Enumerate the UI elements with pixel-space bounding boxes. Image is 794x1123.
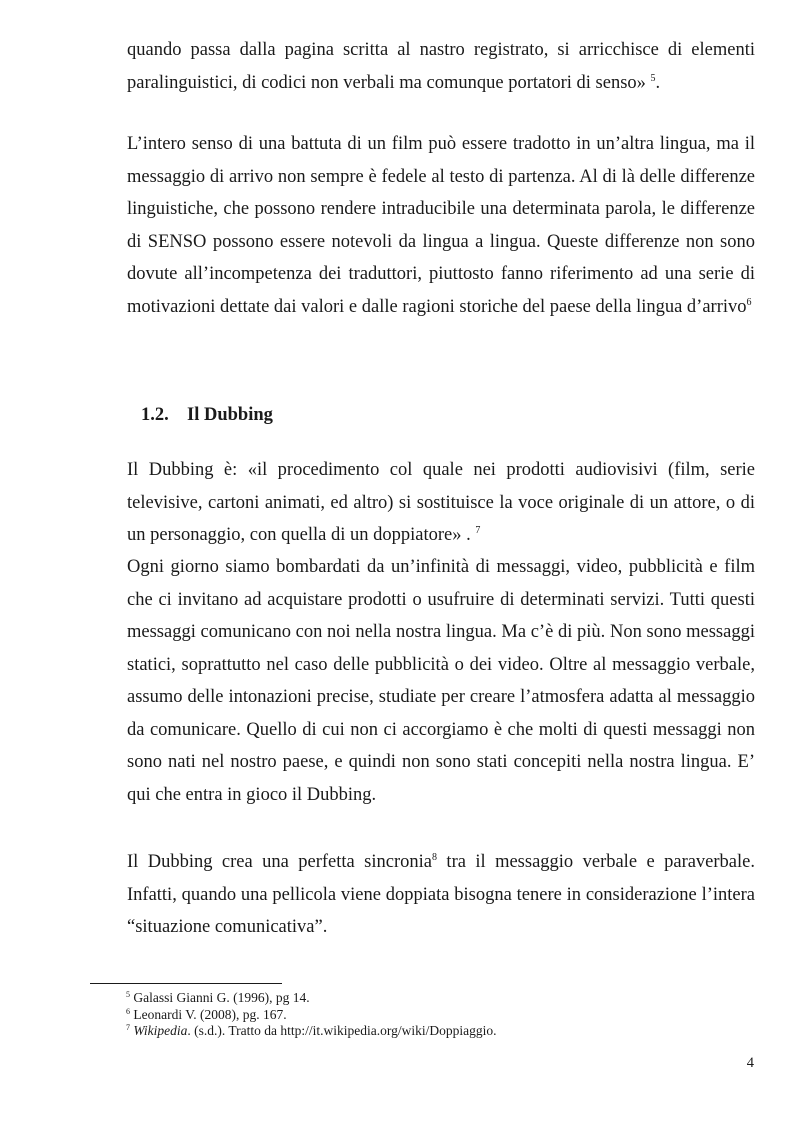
footnotes xyxy=(126,990,746,1040)
footnote-ref-8: 8 xyxy=(432,852,437,863)
section-number: 1.2. xyxy=(141,405,169,425)
footnote-6 xyxy=(126,1007,746,1024)
section-title: Il Dubbing xyxy=(187,405,273,425)
paragraph-text: L’intero senso di una battuta di un film può essere tradotto in un’altra lingua, ma il messaggio di arrivo non sempre è fedele al testo di partenza. Al di là delle differenze linguistiche, che possono rendere intraducibile una determinata parola, le differenze di SENSO possono essere notevoli da lingua a lingua. Queste differenze non sono dovute all’incompetenza dei traduttori, piuttosto fanno riferimento ad una serie di motivazioni dettate dai valori e dalle ragioni storiche del paese della lingua d’arrivo xyxy=(127,134,755,317)
paragraph-quote-end xyxy=(127,34,755,99)
footnote-source-title: Wikipedia xyxy=(133,1023,188,1038)
paragraph-sync xyxy=(127,846,755,944)
section-heading xyxy=(141,401,273,429)
paragraph-text: quando passa dalla pagina scritta al nastro registrato, si arricchisce di elementi paralinguistici, di codici non verbali ma comunque portatori di senso» xyxy=(127,40,755,93)
paragraph-text: Il Dubbing è: «il procedimento col quale nei prodotti audiovisivi (film, serie televisive, cartoni animati, ed altro) si sostituisce la voce originale di un attore, o di un personaggio, con quella di un doppiatore» . xyxy=(127,460,755,545)
footnote-text: Galassi Gianni G. (1996), pg 14. xyxy=(130,990,310,1005)
footnote-mark: 5 xyxy=(126,990,130,999)
paragraph-tail: . xyxy=(655,72,661,93)
paragraph-text: Ogni giorno siamo bombardati da un’infinità di messaggi, video, pubblicità e film che ci invitano ad acquistare prodotti o usufruire di determinati servizi. Tutti questi messaggi comunicano con noi nella nostra lingua. Ma c’è di più. Non sono messaggi statici, soprattutto nel caso delle pubblicità o dei video. Oltre al messaggio verbale, assumo delle intonazioni precise, studiate per creare l’atmosfera adatta al messaggio da comunicare. Quello di cui non ci accorgiamo è che molti di questi messaggi non sono nati nel nostro paese, e quindi non sono stati concepiti nella nostra lingua. E’ qui che entra in gioco il Dubbing. xyxy=(127,557,755,805)
paragraph-text-cont: tra il messaggio verbale e paraverbale. Infatti, quando una pellicola viene doppiata bisogna tenere in considerazione l’intera “situazione comunicativa”. xyxy=(127,852,755,937)
paragraph-translation-sense xyxy=(127,128,755,323)
footnote-text: Leonardi V. (2008), pg. 167. xyxy=(130,1006,287,1022)
footnote-ref-6: 6 xyxy=(746,296,752,308)
page-number: 4 xyxy=(746,1055,754,1071)
paragraph-messages xyxy=(127,551,755,811)
paragraph-dubbing-definition xyxy=(127,454,755,552)
footnote-mark: 6 xyxy=(126,1006,130,1016)
paragraph-text: Il Dubbing crea una perfetta sincronia xyxy=(127,852,432,872)
footnote-ref-5: 5 xyxy=(650,72,656,84)
footnote-text: . (s.d.). Tratto da http://it.wikipedia.org/wiki/Doppiaggio. xyxy=(187,1023,497,1038)
footnote-mark: 7 xyxy=(126,1023,130,1032)
footnote-7 xyxy=(126,1023,746,1040)
footnote-5 xyxy=(126,990,746,1007)
footnote-separator xyxy=(90,983,282,984)
footnote-ref-7: 7 xyxy=(475,525,481,536)
